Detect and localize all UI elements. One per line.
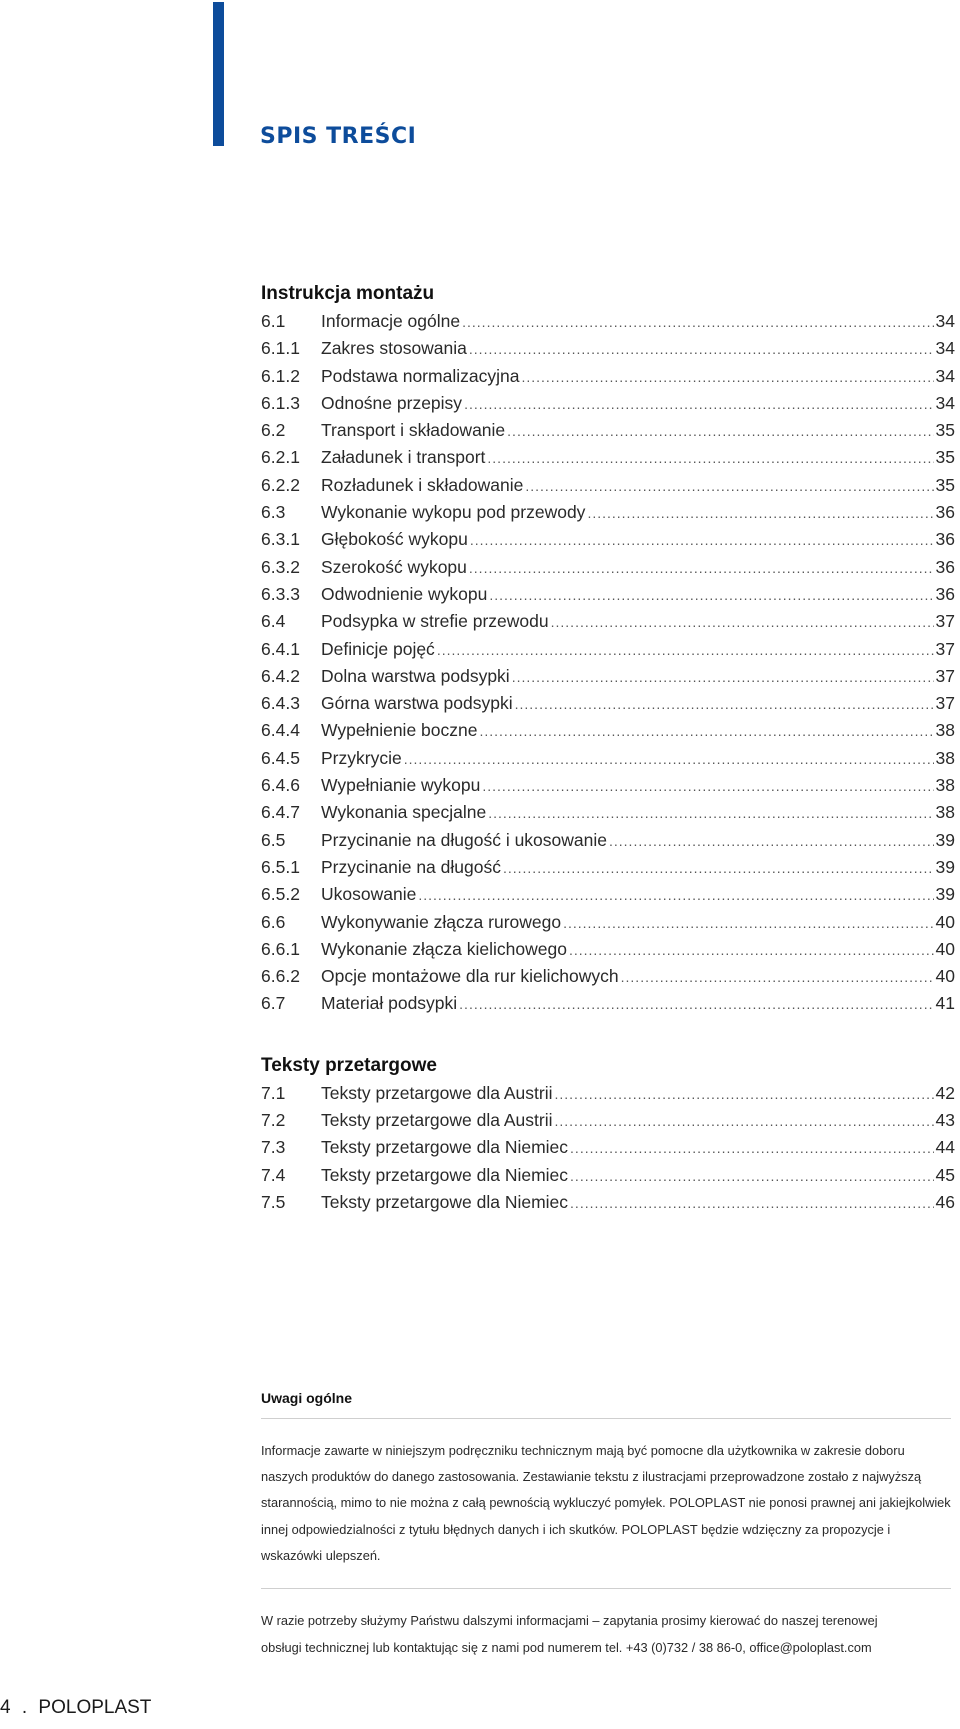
toc-entry-page: 34 <box>935 311 955 331</box>
toc-leader-dots <box>521 364 933 391</box>
toc-entry-number: 6.4.5 <box>261 747 300 768</box>
toc-entry-title: Podstawa normalizacyjna <box>321 365 520 386</box>
toc-entry-page: 38 <box>935 747 955 768</box>
toc-entry[interactable] <box>261 608 955 635</box>
toc-entry[interactable] <box>261 990 955 1017</box>
toc-entry-page: 35 <box>935 420 955 441</box>
toc-entry-number: 6.1.2 <box>261 365 300 386</box>
toc-entry-title: Definicje pojęć <box>321 638 435 659</box>
toc-entry-title: Teksty przetargowe dla Austrii <box>321 1110 553 1131</box>
toc-entry-page: 40 <box>935 938 955 959</box>
toc-leader-dots <box>515 691 934 718</box>
toc-entry-number: 6.2.1 <box>261 447 300 468</box>
toc-entry-number: 6.2.2 <box>261 474 300 495</box>
toc-entry[interactable] <box>261 854 955 881</box>
toc-leader-dots <box>487 445 933 472</box>
toc-list-tenders <box>261 1080 955 1216</box>
toc-entry-number: 6.7 <box>261 993 286 1014</box>
toc-entry-page: 36 <box>935 583 955 604</box>
toc-entry[interactable] <box>261 499 955 526</box>
toc-entry-title: Odnośne przepisy <box>321 392 463 413</box>
toc-entry[interactable] <box>261 881 955 908</box>
toc-leader-dots <box>488 800 933 827</box>
toc-leader-dots <box>469 555 934 582</box>
toc-entry-title: Górna warstwa podsypki <box>321 693 513 714</box>
page-footer <box>0 1697 151 1719</box>
toc-leader-dots <box>587 500 933 527</box>
toc-entry-page: 38 <box>935 720 955 741</box>
toc-entry-title: Zakres stosowania <box>321 338 467 359</box>
toc-entry-title: Teksty przetargowe dla Niemiec <box>321 1191 569 1212</box>
notes-title: Uwagi ogólne <box>261 1390 352 1406</box>
toc-entry-title: Wykonania specjalne <box>321 802 487 823</box>
footer-separator: . <box>21 1697 28 1718</box>
toc-entry-number: 6.3.3 <box>261 583 300 604</box>
toc-entry-title: Opcje montażowe dla rur kielichowych <box>321 966 619 987</box>
toc-entry-page: 36 <box>935 529 955 550</box>
toc-leader-dots <box>418 882 933 909</box>
toc-entry-number: 6.3 <box>261 502 286 523</box>
toc-entry[interactable] <box>261 772 955 799</box>
toc-entry[interactable] <box>261 1107 955 1134</box>
toc-leader-dots <box>459 991 933 1018</box>
toc-leader-dots <box>512 664 934 691</box>
toc-entry-page: 35 <box>935 474 955 495</box>
toc-entry-number: 6.4.7 <box>261 802 300 823</box>
toc-entry-page: 46 <box>935 1191 955 1212</box>
toc-entry-page: 38 <box>935 775 955 796</box>
toc-entry[interactable] <box>261 472 955 499</box>
toc-entry-title: Załadunek i transport <box>321 447 486 468</box>
toc-leader-dots <box>479 718 933 745</box>
toc-entry-number: 6.4.4 <box>261 720 300 741</box>
toc-entry-title: Informacje ogólne <box>321 311 461 331</box>
toc-entry-page: 40 <box>935 966 955 987</box>
accent-bar <box>213 2 224 146</box>
toc-entry-number: 7.5 <box>261 1191 286 1212</box>
toc-leader-dots <box>621 964 934 991</box>
toc-entry[interactable] <box>261 636 955 663</box>
toc-entry-title: Teksty przetargowe dla Niemiec <box>321 1137 569 1158</box>
toc-entry-number: 6.1.1 <box>261 338 300 359</box>
toc-entry-page: 36 <box>935 502 955 523</box>
toc-leader-dots <box>609 828 934 855</box>
toc-entry-title: Podsypka w strefie przewodu <box>321 611 549 632</box>
toc-leader-dots <box>470 527 934 554</box>
table-of-contents <box>261 280 955 1216</box>
toc-entry-page: 34 <box>935 365 955 386</box>
section-heading-tenders: Teksty przetargowe <box>261 1054 437 1076</box>
toc-entry-number: 7.4 <box>261 1164 286 1185</box>
toc-entry-page: 43 <box>935 1110 955 1131</box>
toc-entry[interactable] <box>261 745 955 772</box>
toc-entry-number: 6.1 <box>261 311 286 331</box>
toc-entry[interactable] <box>261 1162 955 1189</box>
toc-leader-dots <box>404 746 934 773</box>
divider <box>261 1418 951 1419</box>
toc-entry-page: 39 <box>935 856 955 877</box>
toc-entry-page: 37 <box>935 638 955 659</box>
notes-body: Informacje zawarte w niniejszym podręczniku technicznym mają być pomocne dla użytkownika w zakresie doboru naszych produktów do danego zastosowania. Zestawianie tekstu z ilustracjami przeprowadzone zostało z najwyższą starannością, mimo to nie można z całą pewnością wykluczyć pomyłek. POLOPLAST nie ponosi prawnej ani jakiejkolwiek innej odpowiedzialności z tytułu błędnych danych i ich skutków. POLOPLAST będzie wdzięczny za propozycje i wskazówki ulepszeń. <box>261 1443 951 1563</box>
page-title: SPIS TREŚCI <box>260 124 417 149</box>
toc-leader-dots <box>555 1081 934 1108</box>
toc-leader-dots <box>507 418 933 445</box>
toc-entry-title: Przykrycie <box>321 747 402 768</box>
toc-entry-page: 35 <box>935 447 955 468</box>
toc-entry[interactable] <box>261 663 955 690</box>
toc-leader-dots <box>489 582 933 609</box>
toc-entry-title: Wykonanie złącza kielichowego <box>321 938 567 959</box>
toc-entry-title: Teksty przetargowe dla Niemiec <box>321 1164 569 1185</box>
toc-entry[interactable] <box>261 417 955 444</box>
toc-entry-title: Teksty przetargowe dla Austrii <box>321 1082 553 1103</box>
toc-entry[interactable] <box>261 335 955 362</box>
toc-entry-number: 6.6.1 <box>261 938 300 959</box>
page-number: 4 <box>0 1697 11 1718</box>
toc-leader-dots <box>482 773 933 800</box>
toc-entry-title: Materiał podsypki <box>321 993 458 1014</box>
toc-entry-page: 34 <box>935 392 955 413</box>
toc-entry[interactable] <box>261 554 955 581</box>
toc-entry-number: 7.1 <box>261 1082 286 1103</box>
toc-entry[interactable] <box>261 526 955 553</box>
toc-leader-dots <box>570 1163 933 1190</box>
toc-entry-title: Wykonanie wykopu pod przewody <box>321 502 586 523</box>
toc-entry-number: 6.2 <box>261 420 286 441</box>
toc-entry[interactable] <box>261 690 955 717</box>
toc-entry[interactable] <box>261 363 955 390</box>
toc-entry-page: 36 <box>935 556 955 577</box>
toc-entry[interactable] <box>261 1189 955 1216</box>
toc-leader-dots <box>525 473 933 500</box>
toc-entry[interactable] <box>261 444 955 471</box>
toc-leader-dots <box>469 336 934 363</box>
toc-entry-number: 7.2 <box>261 1110 286 1131</box>
toc-entry-page: 34 <box>935 338 955 359</box>
toc-entry-title: Dolna warstwa podsypki <box>321 665 510 686</box>
toc-entry-number: 6.3.2 <box>261 556 300 577</box>
toc-leader-dots <box>570 1135 933 1162</box>
toc-list-installation <box>261 308 955 1018</box>
toc-leader-dots <box>563 910 933 937</box>
toc-entry[interactable] <box>261 717 955 744</box>
toc-entry-title: Odwodnienie wykopu <box>321 583 488 604</box>
toc-entry-number: 6.1.3 <box>261 392 300 413</box>
toc-leader-dots <box>555 1108 934 1135</box>
toc-entry-number: 6.4.1 <box>261 638 300 659</box>
toc-leader-dots <box>503 855 934 882</box>
toc-entry-number: 7.3 <box>261 1137 286 1158</box>
toc-entry-title: Szerokość wykopu <box>321 556 467 577</box>
toc-entry[interactable] <box>261 581 955 608</box>
toc-entry-number: 6.5.2 <box>261 884 300 905</box>
toc-entry[interactable] <box>261 827 955 854</box>
toc-entry-page: 41 <box>935 993 955 1014</box>
toc-entry-page: 39 <box>935 884 955 905</box>
toc-entry-title: Rozładunek i składowanie <box>321 474 524 495</box>
toc-entry-number: 6.5.1 <box>261 856 300 877</box>
toc-leader-dots <box>569 937 934 964</box>
toc-entry-number: 6.3.1 <box>261 529 300 550</box>
section-heading-installation: Instrukcja montażu <box>261 283 435 304</box>
toc-entry-number: 6.6.2 <box>261 966 300 987</box>
toc-entry-page: 45 <box>935 1164 955 1185</box>
toc-entry-page: 44 <box>935 1137 955 1158</box>
toc-entry-title: Wypełnienie boczne <box>321 720 478 741</box>
footer-brand: POLOPLAST <box>38 1697 152 1718</box>
toc-entry-page: 37 <box>935 693 955 714</box>
toc-entry-title: Głębokość wykopu <box>321 529 468 550</box>
contact-line: obsługi technicznej lub kontaktując się z nami pod numerem tel. +43 (0)732 / 38 86-0, office@poloplast.com <box>261 1639 872 1655</box>
toc-entry-number: 6.4.6 <box>261 775 300 796</box>
contact-line: W razie potrzeby służymy Państwu dalszymi informacjami – zapytania prosimy kierować do naszej terenowej <box>261 1613 878 1628</box>
toc-entry[interactable] <box>261 799 955 826</box>
toc-entry-page: 38 <box>935 802 955 823</box>
toc-entry-title: Wypełnianie wykopu <box>321 775 481 796</box>
toc-entry-title: Transport i składowanie <box>321 420 506 441</box>
toc-entry[interactable] <box>261 390 955 417</box>
toc-entry-title: Ukosowanie <box>321 884 417 905</box>
toc-entry-title: Przycinanie na długość i ukosowanie <box>321 829 607 850</box>
toc-entry-page: 40 <box>935 911 955 932</box>
toc-entry-page: 37 <box>935 665 955 686</box>
toc-leader-dots <box>437 637 934 664</box>
toc-entry-title: Wykonywanie złącza rurowego <box>321 911 562 932</box>
toc-entry-number: 6.5 <box>261 829 286 850</box>
toc-entry-number: 6.6 <box>261 911 286 932</box>
toc-entry[interactable] <box>261 1080 955 1107</box>
toc-entry-page: 37 <box>935 611 955 632</box>
toc-entry[interactable] <box>261 936 955 963</box>
toc-entry[interactable] <box>261 909 955 936</box>
toc-entry-number: 6.4.2 <box>261 665 300 686</box>
toc-entry-number: 6.4.3 <box>261 693 300 714</box>
toc-entry[interactable] <box>261 963 955 990</box>
toc-leader-dots <box>462 309 933 336</box>
toc-entry-title: Przycinanie na długość <box>321 856 501 877</box>
toc-leader-dots <box>464 391 933 418</box>
divider <box>261 1588 951 1589</box>
toc-entry-page: 42 <box>935 1082 955 1103</box>
toc-entry[interactable] <box>261 308 955 335</box>
toc-entry[interactable] <box>261 1134 955 1161</box>
toc-leader-dots <box>570 1190 933 1217</box>
toc-entry-number: 6.4 <box>261 611 286 632</box>
toc-entry-page: 39 <box>935 829 955 850</box>
toc-leader-dots <box>551 609 934 636</box>
contact-info <box>261 1608 960 1661</box>
